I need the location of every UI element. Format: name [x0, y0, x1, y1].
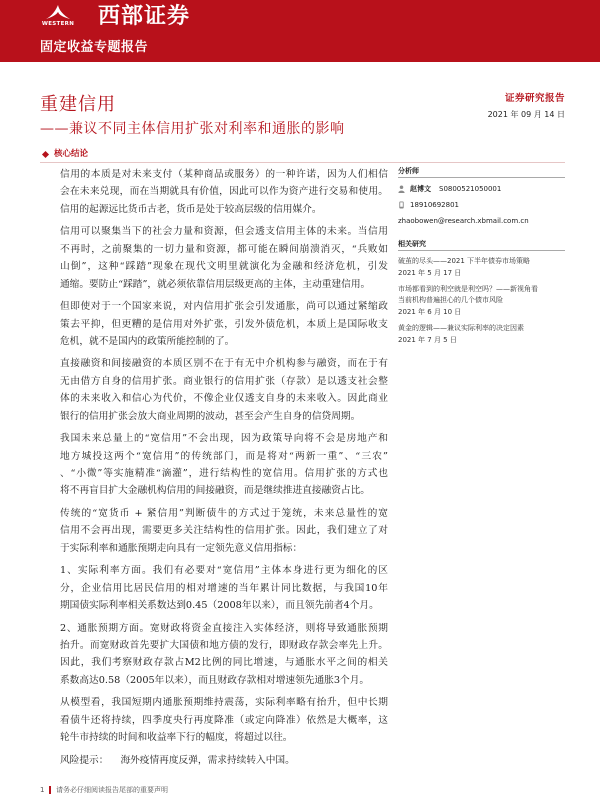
paragraph-line: 期国债实际利率相关系数达到0.45（2008年以来），而且领先前者4个月。 [60, 600, 379, 612]
summary-paragraph [60, 505, 388, 557]
paragraph-line: 策去平抑，但更糟的是信用对外扩张，引发外债危机，本质上是国际收支 [60, 318, 388, 330]
risk-text: 海外疫情再度反弹，需求持续转入中国。 [120, 754, 295, 766]
phone-icon [398, 201, 405, 209]
related-research-date: 2021 年 5 月 17 日 [398, 269, 462, 277]
paragraph-line: 会在未来兑现，而在当期就具有价值，因此可以作为资产进行交易和使用。 [60, 186, 388, 198]
summary-paragraph [60, 694, 388, 746]
report-series: 固定收益专题报告 [40, 40, 149, 55]
footer-disclaimer: 请务必仔细阅读报告尾部的重要声明 [55, 786, 168, 794]
paragraph-line: 体的未来收入和信心为代价，不像企业仅透支自身的未来收入。因此商业 [60, 393, 388, 405]
summary-paragraph [60, 562, 388, 614]
analyst-name: 赵博文 [410, 185, 431, 193]
report-type: 证券研究报告 [504, 93, 565, 104]
related-research-date: 2021 年 7 月 5 日 [398, 336, 457, 344]
paragraph-line: 传统的“宽货币 + 紧信用”判断债牛的方式过于笼统，未来总量性的宽 [60, 507, 388, 519]
brand-name: 西部证券 [98, 4, 191, 29]
summary-paragraph [60, 298, 388, 350]
paragraph-line: 我国未来总量上的“宽信用”不会出现，因为政策导向将不会是房地产和 [60, 433, 388, 445]
related-research-title: 市场都看到的利空就是利空吗？——新视角看当前机构普遍担心的几个债市风险 [398, 285, 538, 304]
person-icon [398, 185, 405, 193]
summary-paragraph [60, 223, 388, 293]
paragraph-line: 看债牛还将持续，四季度央行再度降准（或定向降准）依然是大概率，这 [60, 714, 388, 726]
paragraph-line: 、“小微”等实施精准“滴灌”，进行结构性的宽信用。信用扩张的方式也 [60, 468, 388, 479]
paragraph-line: 通缩。要防止“踩踏”，就必须依靠信用层级更高的主体，主动重建信用。 [60, 278, 371, 290]
paragraph-line: 抬升。而宽财政首先要扩大国债和地方债的发行，即财政存款会率先上升。 [60, 640, 388, 652]
related-research-item [398, 284, 565, 318]
paragraph-line: 山倒”，这种“踩踏”现象在现代文明里就演化为金融和经济危机，引发 [60, 261, 388, 273]
paragraph-line: 无由借方自身的信用扩张。商业银行的信用扩张（存款）是以透支社会整 [60, 375, 388, 387]
header-banner [0, 0, 600, 62]
paragraph-line: 将不再盲目扩大金融机构信用的间接融资，而是继续推进直接融资占比。 [60, 485, 370, 497]
section-heading-label: 核心结论 [54, 149, 89, 159]
paragraph-line: 信用可以聚集当下的社会力量和资源，但会透支信用主体的未来。当信用 [60, 226, 388, 238]
logo-wordmark: WESTERN [41, 21, 75, 27]
summary-paragraph [60, 430, 388, 500]
paragraph-line: 信用的本质是对未来支付（某种商品或服务）的一种许诺，因为人们相信 [60, 169, 388, 180]
paragraph-line: 轮牛市持续的时间和收益率下行的幅度，将超过以往。 [60, 732, 293, 744]
paragraph-line: 系数高达0.58（2005年以来），而且财政存款相对增速领先通胀3个月。 [60, 674, 370, 686]
report-date: 2021 年 09 月 14 日 [487, 110, 565, 119]
paragraph-line: 但即使对于一个国家来说，对内信用扩张会引发通胀，尚可以通过紧缩政 [60, 301, 388, 313]
footer-separator [49, 786, 51, 794]
related-research-date: 2021 年 6 月 10 日 [398, 308, 462, 316]
phone-row [398, 197, 565, 213]
analyst-cert-number: S0800521050001 [439, 185, 502, 193]
analyst-phone: 18910692801 [410, 201, 459, 209]
summary-paragraph [60, 355, 388, 425]
report-title: 重建信用 [40, 94, 116, 115]
paragraph-line: 于实际利率和通胀预期走向具有一定领先意义信用指标： [60, 542, 303, 554]
paragraph-line: 银行的信用扩张会放大商业周期的波动，甚至会产生自身的信贷周期。 [60, 410, 361, 422]
paragraph-line: 因此，我们考察财政存款占M2比例的同比增速，与通胀水平之间的相关 [60, 657, 388, 669]
summary-body [60, 166, 388, 769]
email-row [398, 213, 565, 229]
diamond-icon [42, 151, 49, 158]
page-number: 1 [40, 786, 45, 794]
related-research-item [398, 323, 565, 346]
bird-logo-icon [44, 4, 72, 21]
risk-line [60, 752, 388, 769]
analyst-email: zhaobowen@research.xbmail.com.cn [398, 217, 529, 225]
sidebar [398, 166, 565, 346]
related-research-heading: 相关研究 [398, 239, 565, 251]
paragraph-line: 分，企业信用比居民信用的相对增速的当年累计同比数据，与我国10年 [60, 582, 388, 594]
related-research-title: 黄金的逻辑——兼议实际利率的决定因素 [398, 324, 524, 332]
risk-label: 风险提示： [60, 754, 109, 766]
paragraph-line: 信用不会再出现，需要更多关注结构性的信用扩张。因此，我们建立了对 [60, 525, 388, 537]
paragraph-line: 地方城投这两个“宽信用”的传统部门，而是将对“两新一重”、“三农” [60, 450, 388, 462]
related-research-item [398, 256, 565, 279]
related-research-title: 破茧的尽头——2021 下半年债券市场策略 [398, 257, 531, 265]
report-subtitle: ——兼议不同主体信用扩张对利率和通胀的影响 [40, 121, 345, 137]
paragraph-line: 信用的起源远比货币古老，货币是处于较高层级的信用媒介。 [60, 203, 322, 215]
paragraph-line: 1、实际利率方面。我们有必要对“宽信用”主体本身进行更为细化的区 [60, 565, 388, 577]
page-footer [40, 785, 168, 795]
section-heading [40, 148, 565, 163]
paragraph-line: 不再时，之前聚集的一切力量和资源，都可能在瞬间崩溃消灭，“兵败如 [60, 243, 388, 255]
analyst-heading: 分析师 [398, 166, 565, 178]
summary-paragraph [60, 166, 388, 218]
paragraph-line: 直接融资和间接融资的本质区别不在于有无中介机构参与融资，而在于有 [60, 358, 388, 370]
paragraph-line: 危机，就不是国内的政策所能控制的了。 [60, 335, 235, 347]
paragraph-line: 2、通胀预期方面。宽财政将资金直接注入实体经济，则将导致通胀预期 [60, 622, 388, 634]
paragraph-line: 从模型看，我国短期内通胀预期维持震荡，实际利率略有抬升，但中长期 [60, 697, 388, 709]
risk-warning [60, 752, 388, 769]
analyst-row [398, 181, 565, 197]
summary-paragraph [60, 620, 388, 690]
